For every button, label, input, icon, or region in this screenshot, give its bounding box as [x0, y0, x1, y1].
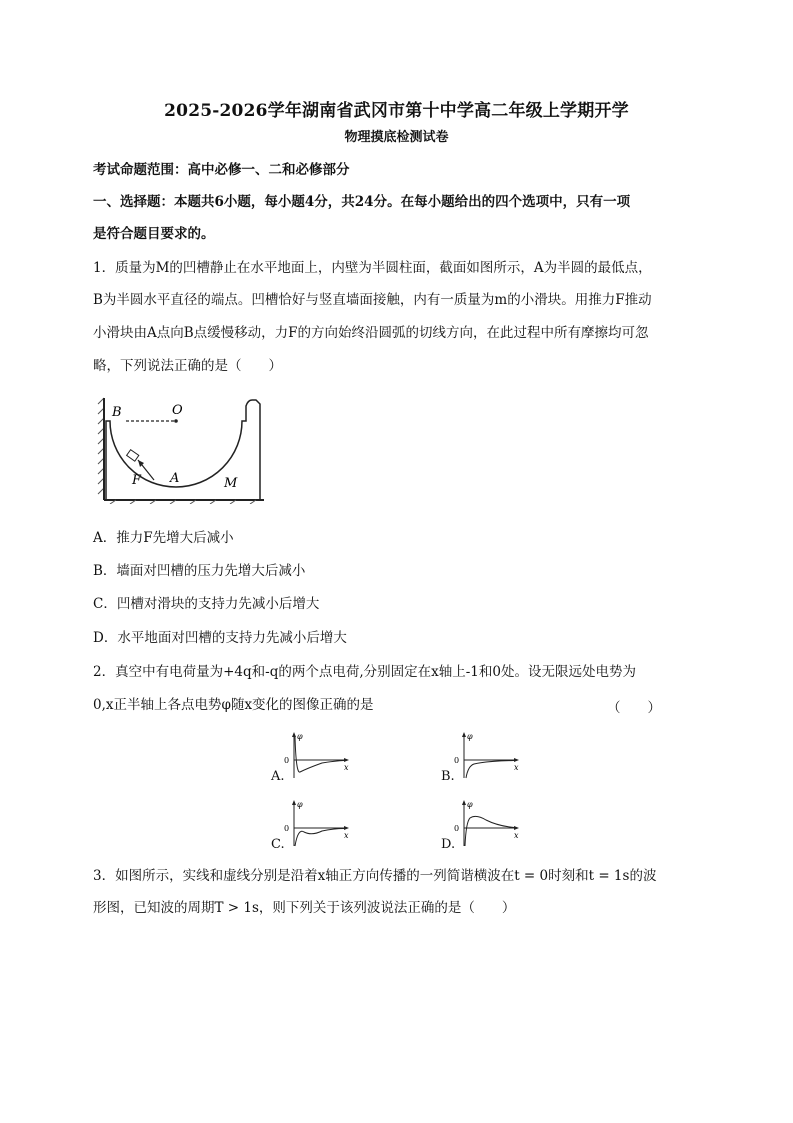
q1-groove-figure: [96, 396, 266, 504]
page-title: 2025-2026学年湖南省武冈市第十中学高二年级上学期开学: [164, 101, 629, 121]
label-M: M: [224, 476, 238, 491]
q1-line4: 略，下列说法正确的是（ ）: [93, 358, 282, 374]
svg-text:x: x: [344, 831, 349, 840]
q3-line1: 3．如图所示，实线和虚线分别是沿着x轴正方向传播的一列简谐横波在t = 0时刻和t = 1s的波: [93, 868, 657, 884]
section-instructions-line2: 是符合题目要求的。: [93, 226, 215, 242]
q3-line2: 形图，已知波的周期T > 1s，则下列关于该列波说法正确的是（ ）: [93, 900, 516, 916]
svg-text:0: 0: [284, 756, 290, 765]
svg-text:φ: φ: [467, 732, 473, 741]
q1-option-c: C．凹槽对滑块的支持力先减小后增大: [93, 596, 320, 612]
q2-graph-b: [452, 730, 524, 782]
q1-option-a: A．推力F先增大后减小: [93, 530, 234, 546]
q1-line1: 1．质量为M的凹槽静止在水平地面上，内壁为半圆柱面，截面如图所示，A为半圆的最低点，: [93, 260, 652, 276]
q2-graph-a: [282, 730, 354, 782]
svg-text:x: x: [514, 831, 519, 840]
q1-line3: 小滑块由A点向B点缓慢移动，力F的方向始终沿圆弧的切线方向，在此过程中所有摩擦均可忽: [93, 325, 649, 341]
q2-graph-b-label: B.: [441, 769, 455, 784]
q2-graph-d: [452, 798, 524, 850]
label-B: B: [112, 405, 122, 420]
label-O: O: [172, 403, 183, 418]
svg-text:0: 0: [454, 824, 460, 833]
q2-graph-a-label: A.: [271, 769, 285, 784]
q1-option-d: D．水平地面对凹槽的支持力先减小后增大: [93, 630, 347, 646]
q2-graph-c: [282, 798, 354, 850]
svg-text:0: 0: [284, 824, 290, 833]
svg-text:x: x: [344, 763, 349, 772]
q2-graph-c-label: C.: [271, 837, 285, 852]
page-subtitle: 物理摸底检测试卷: [344, 130, 449, 145]
svg-text:0: 0: [454, 756, 460, 765]
svg-text:φ: φ: [467, 800, 473, 809]
svg-text:φ: φ: [297, 800, 303, 809]
label-A: A: [170, 471, 180, 486]
svg-text:x: x: [514, 763, 519, 772]
q2-line2: 0,x正半轴上各点电势φ随x变化的图像正确的是: [93, 697, 374, 713]
section-instructions-line1: 一、选择题：本题共6小题，每小题4分，共24分。在每小题给出的四个选项中，只有一项: [93, 194, 631, 210]
q2-line1: 2．真空中有电荷量为+4q和-q的两个点电荷,分别固定在x轴上-1和0处。设无限远处电势为: [93, 664, 636, 680]
q2-answer-paren: （ ）: [607, 700, 661, 716]
svg-text:φ: φ: [297, 732, 303, 741]
q1-option-b: B．墙面对凹槽的压力先增大后减小: [93, 563, 306, 579]
q1-line2: B为半圆水平直径的端点。凹槽恰好与竖直墙面接触，内有一质量为m的小滑块。用推力F推动: [93, 292, 652, 308]
q2-graph-d-label: D.: [441, 837, 456, 852]
exam-scope: 考试命题范围：高中必修一、二和必修部分: [93, 162, 350, 178]
label-F: F: [132, 473, 142, 488]
